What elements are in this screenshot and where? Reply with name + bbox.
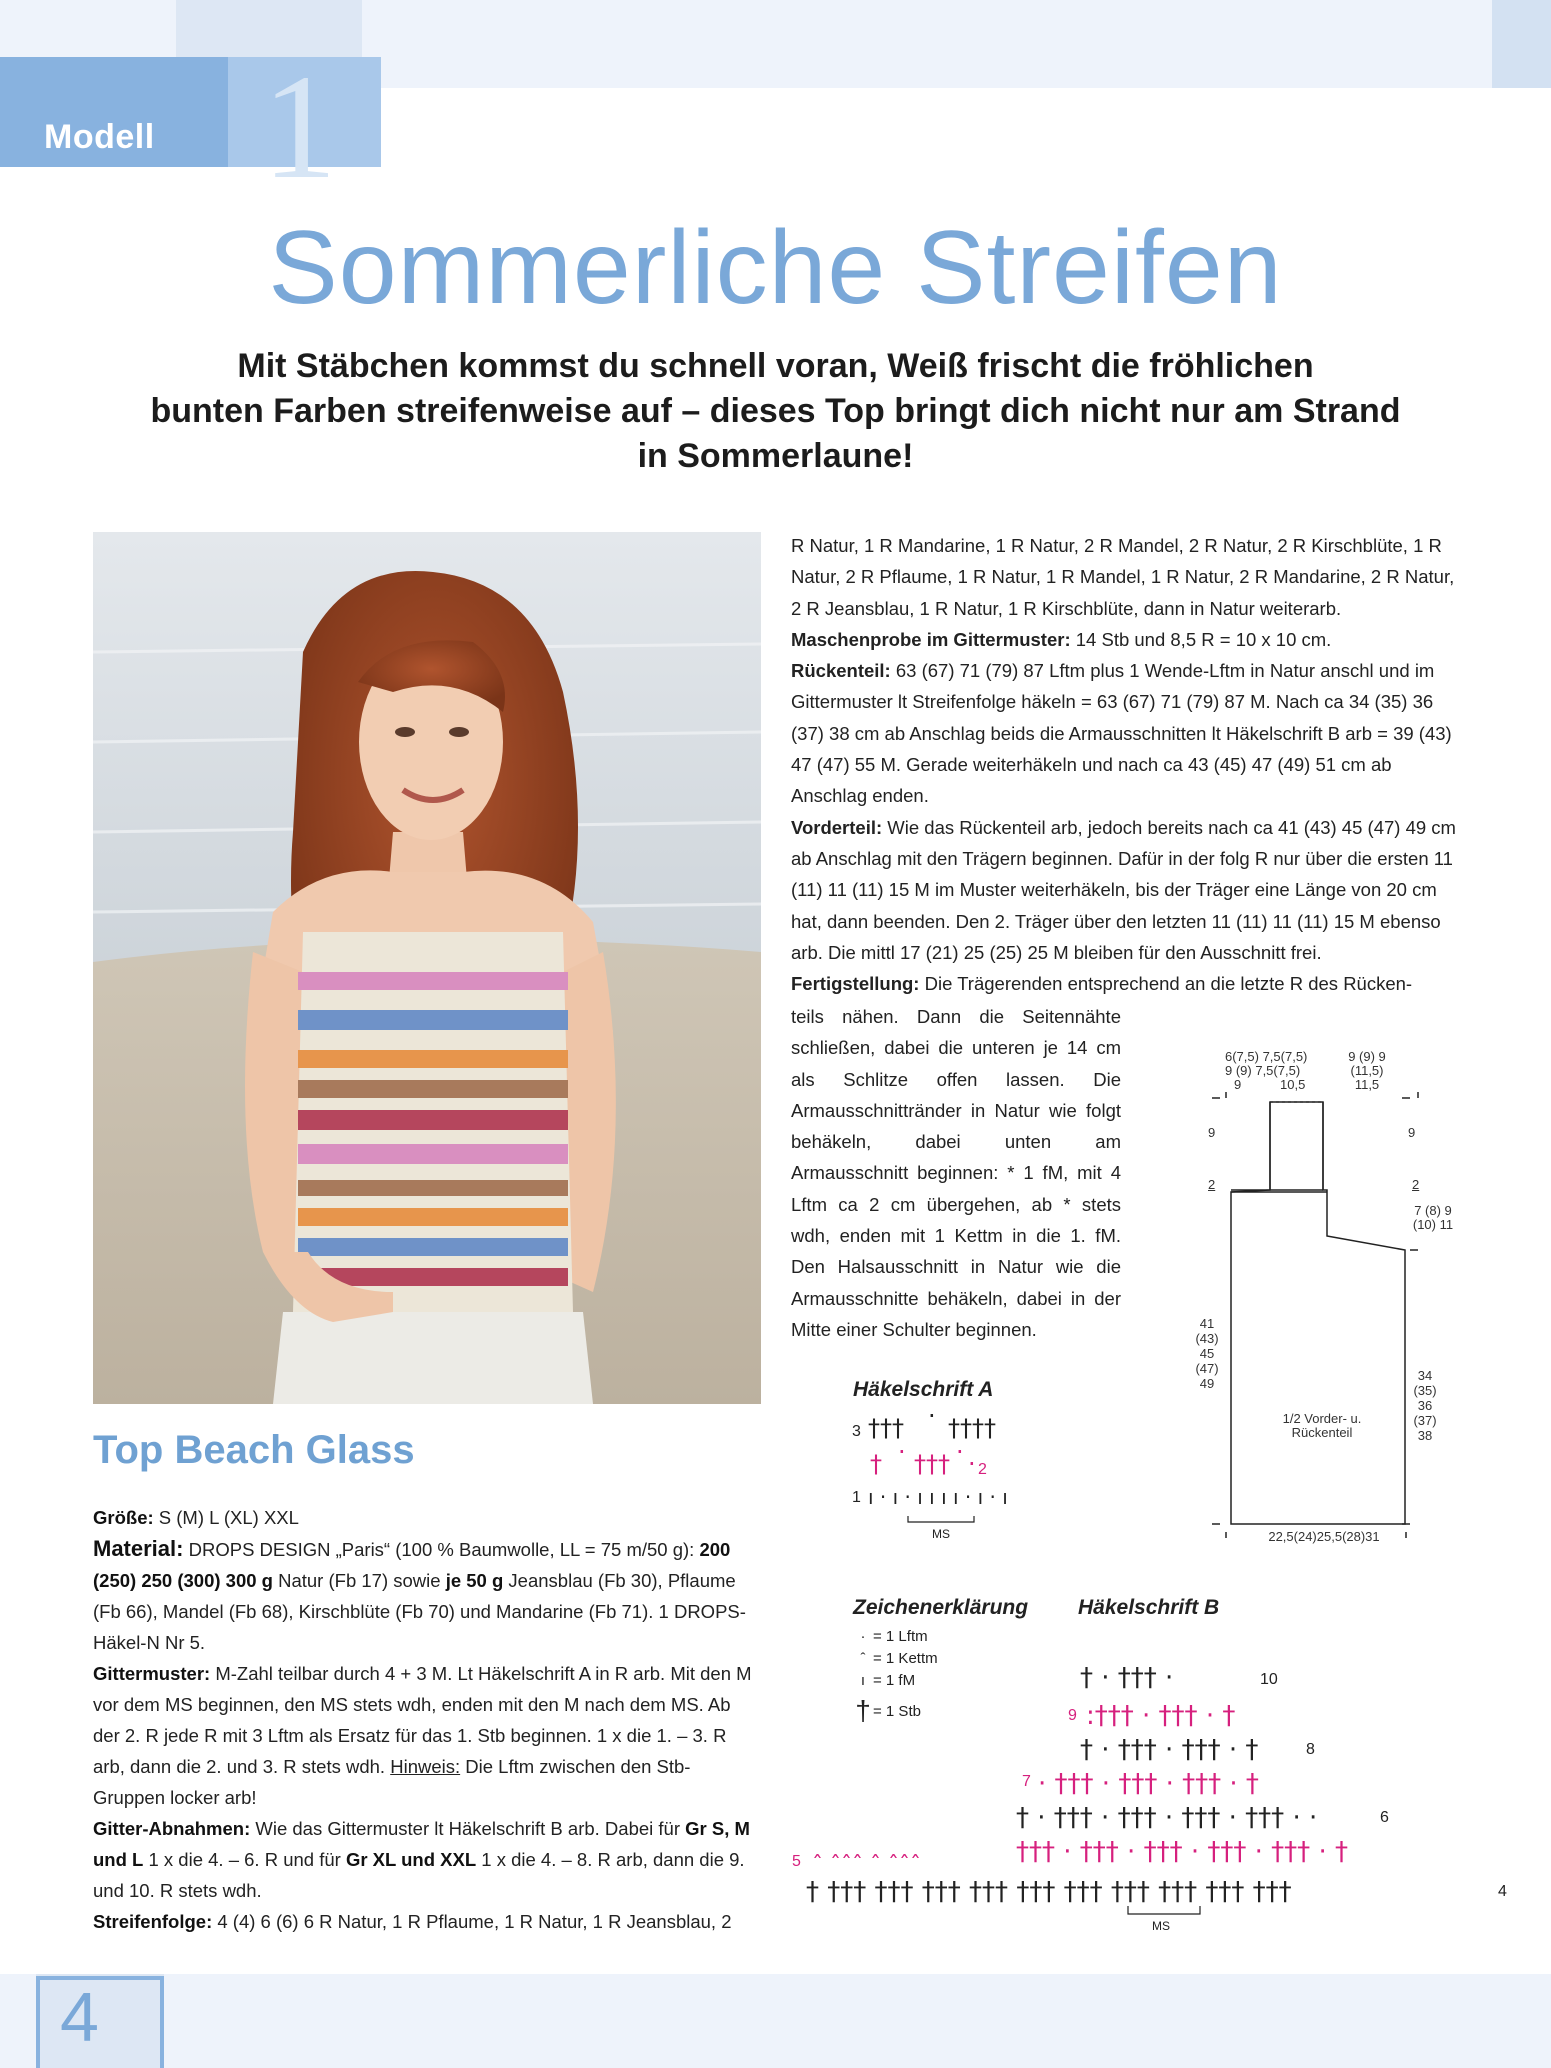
abnahmen-bold: Gr XL und XXL — [345, 1849, 477, 1870]
lftm-icon: · — [860, 1627, 866, 1645]
bottom-decor-band — [0, 1974, 1551, 2068]
abnahmen-bold: Gr S, M und L — [93, 1818, 750, 1870]
fertig-label: Fertigstellung: — [791, 973, 920, 995]
chart-b-row-label: 5 — [792, 1853, 801, 1870]
schematic-label: 6(7,5) 7,5(7,5) — [1225, 1049, 1308, 1064]
svg-text:ˆ ˆˆˆ ˆ ˆˆˆ: ˆ ˆˆˆ ˆ ˆˆˆ — [812, 1853, 921, 1878]
vorder-paragraph — [791, 812, 1459, 968]
legend-kettm: = 1 Kettm — [873, 1649, 938, 1667]
chart-b-row-label: 10 — [1260, 1671, 1278, 1688]
schematic-right-height: 34 (35) 36 (37) 38 — [1413, 1368, 1437, 1443]
fertig-continued: teils nähen. Dann die Seitennähte schließen, dabei die unteren je 14 cm als Schlitze offen lassen. Die Armausschnittränder in Natur wie folgt behäkeln, dabei unten am Armausschnitt beginnen: * 1 fM, mit 4 Lftm ca 2 cm übergehen, ab * stets wdh, enden mit 1 Kettm in die 1. fM. Den Halsausschnitt in Natur wie die Armausschnitte behäkeln, dabei in der Mitte einer Schulter beginnen. — [791, 1006, 1121, 1340]
svg-text:·: · — [956, 1438, 964, 1466]
ruecken-label: Rückenteil: — [791, 660, 891, 682]
svg-text:††††: †††† — [948, 1414, 996, 1442]
chart-b-row-label: 9 — [1068, 1707, 1077, 1724]
abnahmen-paragraph — [93, 1813, 761, 1906]
svg-text:ı · ı · ı ı ı ı · ı · ı: ı · ı · ı ı ı ı · ı · ı — [868, 1485, 1008, 1509]
gitter-text: Die Lftm zwischen den Stb-Gruppen locker arb! — [93, 1756, 691, 1808]
svg-text:† · ††† · ††† · ††† ·: † · ††† · ††† · ††† · ††† · · — [1016, 1803, 1318, 1833]
svg-text:·: · — [968, 1450, 976, 1478]
schematic-top-right — [1340, 1050, 1394, 1092]
left-instructions — [93, 1502, 761, 1937]
abnahmen-label: Gitter-Abnahmen: — [93, 1818, 251, 1839]
page-title: Sommerliche Streifen — [268, 210, 1283, 326]
legend-lftm: = 1 Lftm — [873, 1627, 928, 1645]
chart-a-title: Häkelschrift A — [853, 1378, 994, 1401]
modell-label: Modell — [44, 118, 155, 156]
maschen-text: 14 Stb und 8,5 R = 10 x 10 cm. — [1070, 628, 1332, 650]
gitter-label: Gittermuster: — [93, 1663, 211, 1684]
fm-icon: ı — [860, 1671, 866, 1689]
schematic-label: 2 — [1412, 1177, 1420, 1192]
schematic-label: 9 — [1234, 1077, 1242, 1092]
model-photo — [93, 532, 761, 1404]
schematic-label: 9 — [1208, 1125, 1216, 1140]
ruecken-text: 63 (67) 71 (79) 87 Lftm plus 1 Wende-Lftm in Natur anschl und im Gittermuster lt Streifenfolge häkeln = 63 (67) 71 (79) 87 M. Nach ca 34 (35) 36 (37) 38 cm ab Anschlag beids die Armausschnitten lt Häkelschrift B arb = 39 (43) 47 (47) 55 M. Gerade weiterhäkeln und nach ca 43 (45) 47 (49) 51 cm ab Anschlag enden. — [791, 660, 1452, 807]
chart-a-row3 — [868, 1412, 996, 1442]
material-bold: je 50 g — [445, 1570, 504, 1591]
legend-title: Zeichenerklärung — [853, 1596, 1029, 1619]
right-instructions — [791, 530, 1459, 999]
material-bold: 200 (250) 250 (300) 300 g — [93, 1539, 731, 1591]
decor-block — [1492, 0, 1551, 88]
svg-text::††† · ††† · †: :††† · ††† · † — [1086, 1701, 1236, 1731]
schematic-bottom-width: 22,5(24)25,5(28)31 — [1268, 1529, 1380, 1544]
page-number: 4 — [60, 1978, 99, 2056]
chart-b-row-label: 8 — [1306, 1741, 1315, 1758]
chart-a-ms-label: MS — [932, 1527, 950, 1541]
chart-a-row2 — [870, 1438, 976, 1478]
material-text: Jeansblau (Fb 30), Pflaume (Fb 66), Mandel (Fb 68), Kirschblüte (Fb 70) und Mandarine (Fb 71). 1 DROPS-Häkel-N Nr 5. — [93, 1570, 746, 1653]
schematic-label: 9 — [1408, 1125, 1416, 1140]
schematic-label: 9 (9) 9 — [1348, 1049, 1386, 1064]
streifen-text: 4 (4) 6 (6) 6 R Natur, 1 R Pflaume, 1 R Natur, 1 R Jeansblau, 2 — [212, 1911, 732, 1932]
svg-text:† · ††† · ††† · †: † · ††† · ††† · † — [1080, 1735, 1259, 1765]
gitter-paragraph — [93, 1658, 761, 1813]
chart-a-row1 — [868, 1485, 1008, 1509]
gitter-hinweis: Hinweis: — [390, 1756, 461, 1777]
groesse-paragraph — [93, 1502, 761, 1533]
svg-text:††† · ††† · ††† · ††† ·: ††† · ††† · ††† · ††† · ††† · † — [1016, 1837, 1348, 1867]
chart-b-row-5 — [1016, 1837, 1348, 1867]
schematic-label: 11,5 — [1354, 1077, 1380, 1092]
chart-a-row-label: 2 — [978, 1461, 987, 1478]
legend-row — [853, 1625, 938, 1647]
chart-b-row-label: 6 — [1380, 1809, 1389, 1826]
chart-b-row-8 — [1080, 1735, 1258, 1765]
chart-b-ms-label: MS — [1152, 1919, 1170, 1933]
subtitle-line: Mit Stäbchen kommst du schnell voran, Weiß frischt die fröhlichen — [237, 347, 1314, 385]
abnahmen-text: 1 x die 4. – 6. R und für — [143, 1849, 346, 1870]
svg-text:† · ††† ·: † · ††† · — [1080, 1663, 1174, 1693]
schematic-label: 2 — [1208, 1177, 1216, 1192]
maschen-paragraph — [791, 624, 1459, 655]
chart-b-row-6 — [1016, 1803, 1317, 1833]
page-number-frame — [36, 1976, 164, 2068]
abnahmen-text: 1 x die 4. – 8. R arb, dann die 9. und 10. R stets wdh. — [93, 1849, 745, 1901]
chart-b-row-7 — [1038, 1769, 1259, 1799]
chart-b-row-9 — [1086, 1701, 1235, 1731]
chart-a — [848, 1412, 1028, 1542]
maschen-label: Maschenprobe im Gittermuster: — [791, 628, 1071, 650]
modell-number: 1 — [262, 44, 337, 210]
chart-a-row-label: 3 — [852, 1423, 861, 1440]
chart-b-title: Häkelschrift B — [1078, 1596, 1220, 1619]
chart-b-row-5-kettm — [812, 1853, 921, 1878]
svg-text:†††: ††† — [914, 1450, 950, 1478]
material-label: Material: — [93, 1536, 184, 1561]
vorder-text: Wie das Rückenteil arb, jedoch bereits nach ca 41 (43) 45 (47) 49 cm ab Anschlag mit den Trägern beginnen. Dafür in der folg R nur über die ersten 11 (11) 11 (11) 15 M im Muster weiterhäkeln, bis der Träger eine Länge von 20 cm hat, dann beenden. Den 2. Träger über den letzten 11 (11) 11 (11) 15 M ebenso arb. Die mittl 17 (21) 25 (25) 25 M bleiben für den Ausschnitt frei. — [791, 816, 1456, 963]
fertig-paragraph — [791, 968, 1459, 999]
schematic-label: 7 (8) 9 — [1414, 1203, 1452, 1218]
schematic-top-left — [1225, 1050, 1335, 1078]
svg-text:· ††† · ††† · ††† · †: · ††† · ††† · ††† · † — [1038, 1769, 1259, 1799]
chart-b-row-label: 4 — [1498, 1883, 1507, 1900]
subtitle — [100, 344, 1451, 479]
chart-b-row-label: 7 — [1022, 1773, 1031, 1790]
schematic-outline — [1231, 1102, 1405, 1524]
schematic-label: 9 (9) 7,5(7,5) — [1225, 1063, 1301, 1078]
subtitle-line: in Sommerlaune! — [637, 437, 914, 475]
streifen-paragraph — [93, 1906, 761, 1937]
fertig-text: Die Trägerenden entsprechend an die letzte R des Rücken- — [919, 973, 1413, 995]
streifen-continued: R Natur, 1 R Mandarine, 1 R Natur, 2 R Mandel, 2 R Natur, 2 R Kirschblüte, 1 R Natur, 2 R Pflaume, 1 R Natur, 1 R Mandel, 1 R Natur, 2 R Mandarine, 2 R Natur, 2 R Jeansblau, 1 R Natur, 1 R Kirschblüte, dann in Natur weiterarb. — [791, 535, 1455, 619]
schematic-label: (11,5) — [1350, 1063, 1384, 1078]
material-paragraph — [93, 1533, 761, 1658]
gitter-text: M-Zahl teilbar durch 4 + 3 M. Lt Häkelschrift A in R arb. Mit den M vor dem MS beginnen, den MS stets wdh, enden mit den M nach dem MS. Ab der 2. R jede R mit 3 Lftm als Ersatz für das 1. Stb beginnen. 1 x die 1. – 3. R arb, dann die 2. und 3. R stets wdh. — [93, 1663, 752, 1777]
subtitle-line: bunten Farben streifenweise auf – dieses Top bringt dich nicht nur am Strand — [150, 392, 1401, 430]
product-title: Top Beach Glass — [93, 1428, 415, 1472]
chart-b — [790, 1650, 1510, 1940]
garment-schematic — [1180, 1040, 1450, 1560]
chart-b-row-4 — [806, 1877, 1292, 1907]
chart-b-row-10 — [1080, 1663, 1173, 1693]
abnahmen-text: Wie das Gittermuster lt Häkelschrift B arb. Dabei für — [250, 1818, 686, 1839]
schematic-armhole — [1408, 1204, 1458, 1232]
material-text: DROPS DESIGN „Paris“ (100 % Baumwolle, LL = 75 m/50 g): — [183, 1539, 700, 1560]
model-photo-illustration — [93, 532, 761, 1404]
schematic-left-height: 41 (43) 45 (47) 49 — [1195, 1316, 1219, 1391]
groesse-text: S (M) L (XL) XXL — [153, 1507, 299, 1528]
ruecken-paragraph — [791, 655, 1459, 811]
svg-text:†††: ††† — [868, 1414, 904, 1442]
schematic-label: (10) 11 — [1412, 1217, 1454, 1232]
groesse-label: Größe: — [93, 1507, 154, 1528]
schematic-label: 10,5 — [1280, 1077, 1306, 1092]
chart-a-row-label: 1 — [852, 1489, 861, 1506]
svg-text:†: † — [870, 1450, 882, 1478]
vorder-label: Vorderteil: — [791, 816, 883, 838]
svg-text:·: · — [928, 1412, 936, 1430]
streifen-label: Streifenfolge: — [93, 1911, 213, 1932]
svg-text:·: · — [898, 1438, 906, 1466]
material-text: Natur (Fb 17) sowie — [272, 1570, 446, 1591]
svg-text:† ††† ††† ††† ††† ††† ††: † ††† ††† ††† ††† ††† ††† ††† ††† ††† ††† — [806, 1877, 1292, 1907]
kettm-icon: ˆ — [860, 1649, 866, 1667]
legend-stb: = 1 Stb — [873, 1702, 921, 1720]
schematic-piece-label: 1/2 Vorder- u. Rückenteil — [1282, 1411, 1362, 1440]
legend-fm: = 1 fM — [873, 1671, 916, 1689]
stb-icon: † — [855, 1695, 871, 1726]
